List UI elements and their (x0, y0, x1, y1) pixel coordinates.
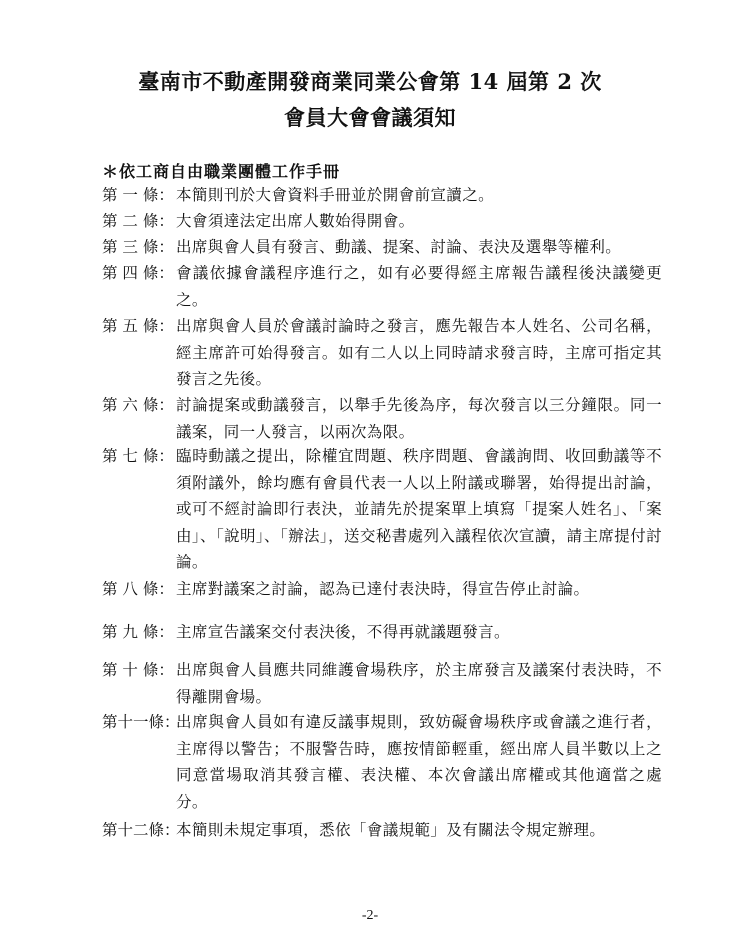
article-label: 第 七 條： (102, 447, 174, 465)
article-label: 第 九 條： (102, 623, 174, 641)
article-label: 第 六 條： (102, 396, 174, 414)
page-number: -2- (361, 908, 379, 923)
article-label: 第 二 條： (102, 212, 174, 230)
article-text: 出席與會人員應共同維護會場秩序，於主席發言及議案付表決時，不得離開會場。 (176, 661, 662, 706)
article-text: 出席與會人員於會議討論時之發言，應先報告本人姓名、公司名稱，經主席許可始得發言。如有二人以上同時請求發言時，主席可指定其發言之先後。 (176, 317, 662, 388)
article-2 (102, 208, 662, 235)
article-label: 第 一 條： (102, 186, 174, 204)
article-5 (102, 313, 662, 393)
article-text: 討論提案或動議發言，以舉手先後為序，每次發言以三分鐘限。同一議案，同一人發言，以兩次為限。 (176, 396, 662, 441)
article-text: 主席對議案之討論，認為已達付表決時，得宣告停止討論。 (176, 580, 590, 598)
article-9 (102, 619, 662, 646)
article-11 (102, 709, 662, 815)
article-7 (102, 443, 662, 576)
article-4 (102, 260, 662, 313)
article-text: 本簡則未規定事項，悉依「會議規範」及有關法令規定辦理。 (176, 821, 606, 839)
article-label: 第十一條： (102, 713, 180, 731)
article-label: 第 十 條： (102, 661, 174, 679)
document-title-line-1: 臺南市不動產開發商業同業公會第 14 屆第 2 次 (138, 69, 602, 94)
article-1 (102, 182, 662, 209)
article-text: 本簡則刊於大會資料手冊並於開會前宣讀之。 (176, 186, 495, 204)
article-text: 主席宣告議案交付表決後，不得再就議題發言。 (176, 623, 510, 641)
article-12 (102, 817, 662, 844)
article-label: 第 三 條： (102, 238, 174, 256)
article-10 (102, 657, 662, 710)
article-label: 第 四 條： (102, 264, 174, 282)
article-text: 大會須達法定出席人數始得開會。 (176, 212, 415, 230)
article-label: 第十二條： (102, 821, 180, 839)
article-text: 臨時動議之提出，除權宜問題、秩序問題、會議詢問、收回動議等不須附議外，餘均應有會員代表一人以上附議或聯署，始得提出討論，或可不經討論即行表決，並請先於提案單上填寫「提案人姓名」、「案由」、「說明」、「辦法」，送交秘書處列入議程依次宣讀，請主席提付討論。 (176, 447, 662, 571)
article-text: 會議依據會議程序進行之，如有必要得經主席報告議程後決議變更之。 (176, 264, 662, 309)
article-3 (102, 234, 662, 261)
article-label: 第 八 條： (102, 580, 174, 598)
article-text: 出席與會人員有發言、動議、提案、討論、表決及選舉等權利。 (176, 238, 622, 256)
article-label: 第 五 條： (102, 317, 174, 335)
article-8 (102, 576, 662, 603)
section-heading: ＊依工商自由職業團體工作手冊 (102, 162, 341, 181)
article-6 (102, 392, 662, 445)
article-text: 出席與會人員如有違反議事規則，致妨礙會場秩序或會議之進行者，主席得以警告；不服警告時，應按情節輕重，經出席人員半數以上之同意當場取消其發言權、表決權、本次會議出席權或其他適當之處分。 (176, 713, 662, 811)
document-title-line-2: 會員大會會議須知 (284, 105, 456, 130)
